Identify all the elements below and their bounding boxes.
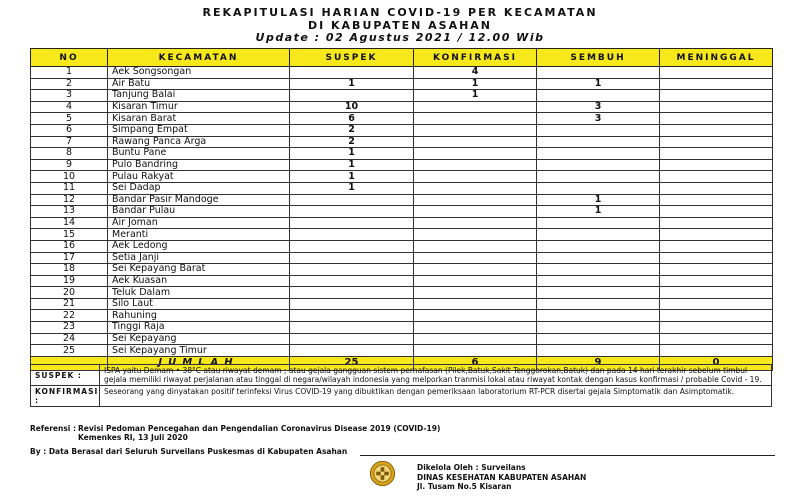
row-number: 13 [31, 206, 108, 218]
reference-line-2: Kemenkes RI, 13 Juli 2020 [78, 433, 188, 442]
dinkes-logo-icon [369, 460, 396, 487]
konfirmasi-value [414, 240, 537, 252]
suspek-value: 6 [290, 113, 414, 125]
covid-recap-table [30, 48, 773, 371]
kecamatan-name: Teluk Dalam [108, 287, 290, 299]
konfirmasi-value [414, 310, 537, 322]
suspek-value: 10 [290, 101, 414, 113]
konfirmasi-value [414, 206, 537, 218]
row-number: 3 [31, 90, 108, 102]
kecamatan-name: Aek Ledong [108, 240, 290, 252]
total-suspek: 25 [290, 356, 414, 370]
footer-divider [360, 455, 775, 456]
sembuh-value [537, 229, 660, 241]
suspek-value [290, 206, 414, 218]
kecamatan-name: Pulau Rakyat [108, 171, 290, 183]
table-row [31, 78, 773, 90]
suspek-label: SUSPEK : [31, 365, 100, 386]
kecamatan-name: Rahuning [108, 310, 290, 322]
row-number: 14 [31, 217, 108, 229]
kecamatan-name: Aek Songsongan [108, 67, 290, 79]
row-number: 15 [31, 229, 108, 241]
table-row [31, 287, 773, 299]
meninggal-value [660, 194, 773, 206]
konfirmasi-value [414, 148, 537, 160]
definition-row [31, 386, 772, 407]
suspek-value [290, 322, 414, 334]
konfirmasi-value [414, 136, 537, 148]
kecamatan-name: Air Joman [108, 217, 290, 229]
sembuh-value [537, 264, 660, 276]
table-row [31, 124, 773, 136]
row-number: 7 [31, 136, 108, 148]
table-row [31, 171, 773, 183]
data-source: By : Data Berasal dari Seluruh Surveilans Puskesmas di Kabupaten Asahan [30, 447, 348, 456]
suspek-value [290, 217, 414, 229]
definition-row [31, 365, 772, 386]
table-row [31, 67, 773, 79]
meninggal-value [660, 298, 773, 310]
kecamatan-name: Sei Kepayang Timur [108, 345, 290, 357]
konfirmasi-definition: Seseorang yang dinyatakan positif terinfeksi Virus COVID-19 yang dibuktikan dengan pemeriksaan laboratorium RT-PCR disertai gejala Simptomatik dan Asimptomatik. [100, 386, 772, 407]
table-row [31, 240, 773, 252]
suspek-value [290, 264, 414, 276]
meninggal-value [660, 229, 773, 241]
suspek-value [290, 90, 414, 102]
suspek-value: 1 [290, 182, 414, 194]
sembuh-value [537, 310, 660, 322]
kecamatan-name: Meranti [108, 229, 290, 241]
konfirmasi-value: 1 [414, 78, 537, 90]
sembuh-value [537, 217, 660, 229]
sembuh-value: 3 [537, 113, 660, 125]
suspek-value [290, 275, 414, 287]
row-number: 5 [31, 113, 108, 125]
sembuh-value [537, 171, 660, 183]
meninggal-value [660, 333, 773, 345]
suspek-value [290, 345, 414, 357]
reference-line-1: Revisi Pedoman Pencegahan dan Pengendalian Coronavirus Disease 2019 (COVID-19) [78, 424, 441, 433]
table-row [31, 113, 773, 125]
meninggal-value [660, 101, 773, 113]
column-header-konfirmasi: KONFIRMASI [414, 49, 537, 67]
suspek-value [290, 287, 414, 299]
meninggal-value [660, 310, 773, 322]
konfirmasi-value [414, 171, 537, 183]
konfirmasi-value [414, 252, 537, 264]
meninggal-value [660, 206, 773, 218]
meninggal-value [660, 240, 773, 252]
sembuh-value [537, 182, 660, 194]
meninggal-value [660, 124, 773, 136]
konfirmasi-value: 1 [414, 90, 537, 102]
suspek-value: 1 [290, 78, 414, 90]
table-row [31, 148, 773, 160]
meninggal-value [660, 171, 773, 183]
suspek-value: 1 [290, 148, 414, 160]
sembuh-value [537, 287, 660, 299]
suspek-value: 1 [290, 171, 414, 183]
table-row [31, 310, 773, 322]
sembuh-value [537, 240, 660, 252]
suspek-value: 2 [290, 136, 414, 148]
definitions-table [30, 364, 772, 407]
meninggal-value [660, 90, 773, 102]
sembuh-value [537, 148, 660, 160]
total-sembuh: 9 [537, 356, 660, 370]
row-number: 11 [31, 182, 108, 194]
meninggal-value [660, 252, 773, 264]
konfirmasi-value: 4 [414, 67, 537, 79]
total-meninggal: 0 [660, 356, 773, 370]
meninggal-value [660, 287, 773, 299]
suspek-value [290, 67, 414, 79]
suspek-value [290, 229, 414, 241]
konfirmasi-value [414, 113, 537, 125]
table-row [31, 333, 773, 345]
row-number: 10 [31, 171, 108, 183]
table-row [31, 345, 773, 357]
sembuh-value [537, 298, 660, 310]
konfirmasi-value [414, 322, 537, 334]
table-row [31, 159, 773, 171]
sembuh-value [537, 275, 660, 287]
meninggal-value [660, 264, 773, 276]
meninggal-value [660, 113, 773, 125]
konfirmasi-label: KONFIRMASI : [31, 386, 100, 407]
sembuh-value [537, 345, 660, 357]
kecamatan-name: Setia Janji [108, 252, 290, 264]
meninggal-value [660, 275, 773, 287]
kecamatan-name: Tanjung Balai [108, 90, 290, 102]
konfirmasi-value [414, 182, 537, 194]
kecamatan-name: Sei Kepayang [108, 333, 290, 345]
kecamatan-name: Buntu Pane [108, 148, 290, 160]
row-number: 1 [31, 67, 108, 79]
sembuh-value [537, 159, 660, 171]
meninggal-value [660, 78, 773, 90]
row-number: 25 [31, 345, 108, 357]
row-number: 12 [31, 194, 108, 206]
meninggal-value [660, 182, 773, 194]
row-number: 20 [31, 287, 108, 299]
kecamatan-name: Tinggi Raja [108, 322, 290, 334]
kecamatan-name: Simpang Empat [108, 124, 290, 136]
footer-address: Jl. Tusam No.5 Kisaran [417, 482, 512, 491]
meninggal-value [660, 345, 773, 357]
konfirmasi-value [414, 124, 537, 136]
konfirmasi-value [414, 264, 537, 276]
konfirmasi-value [414, 275, 537, 287]
total-konfirmasi: 6 [414, 356, 537, 370]
row-number: 8 [31, 148, 108, 160]
footer-signature [417, 463, 586, 492]
table-row [31, 101, 773, 113]
sembuh-value [537, 252, 660, 264]
column-header-no: NO [31, 49, 108, 67]
footer-managed-by: Dikelola Oleh : Surveilans [417, 463, 526, 472]
konfirmasi-value [414, 333, 537, 345]
table-row [31, 217, 773, 229]
konfirmasi-value [414, 101, 537, 113]
kecamatan-name: Aek Kuasan [108, 275, 290, 287]
suspek-value [290, 310, 414, 322]
kecamatan-name: Kisaran Barat [108, 113, 290, 125]
report-title: REKAPITULASI HARIAN COVID-19 PER KECAMATAN [202, 6, 598, 19]
meninggal-value [660, 136, 773, 148]
update-timestamp: Update : 02 Agustus 2021 / 12.00 Wib [255, 31, 545, 44]
table-row [31, 275, 773, 287]
kecamatan-name: Sei Dadap [108, 182, 290, 194]
table-row [31, 264, 773, 276]
sembuh-value [537, 136, 660, 148]
konfirmasi-value [414, 287, 537, 299]
column-header-suspek: SUSPEK [290, 49, 414, 67]
meninggal-value [660, 148, 773, 160]
kecamatan-name: Pulo Bandring [108, 159, 290, 171]
table-row [31, 194, 773, 206]
table-row [31, 229, 773, 241]
row-number: 18 [31, 264, 108, 276]
konfirmasi-value [414, 298, 537, 310]
sembuh-value [537, 67, 660, 79]
row-number: 2 [31, 78, 108, 90]
table-row [31, 136, 773, 148]
suspek-value [290, 333, 414, 345]
kecamatan-name: Rawang Panca Arga [108, 136, 290, 148]
suspek-value: 2 [290, 124, 414, 136]
sembuh-value [537, 333, 660, 345]
kecamatan-name: Sei Kepayang Barat [108, 264, 290, 276]
kecamatan-name: Bandar Pasir Mandoge [108, 194, 290, 206]
row-number: 4 [31, 101, 108, 113]
suspek-value [290, 252, 414, 264]
sembuh-value: 1 [537, 78, 660, 90]
sembuh-value [537, 90, 660, 102]
table-row [31, 298, 773, 310]
sembuh-value [537, 322, 660, 334]
report-subtitle: DI KABUPATEN ASAHAN [307, 19, 493, 32]
sembuh-value: 3 [537, 101, 660, 113]
konfirmasi-value [414, 194, 537, 206]
column-header-kecamatan: KECAMATAN [108, 49, 290, 67]
column-header-meninggal: MENINGGAL [660, 49, 773, 67]
kecamatan-name: Kisaran Timur [108, 101, 290, 113]
suspek-definition: ISPA yaitu Demam • 38°C atau riwayat demam ; atau gejala gangguan sistem pernafasan (Pilek,Batuk,Sakit Tenggorokan,Batuk) dan pada 14 hari terakhir sebelum timbul gejala memiliki riwayat perjalanan atau tinggal di negara/wilayah indonesia yang melporkan tranmisi lokal atau riwayat kontak dengan kasus konfirmasi / probable Covid - 19. [100, 365, 772, 386]
total-label: JUMLAH [108, 356, 290, 370]
table-row [31, 206, 773, 218]
row-number: 24 [31, 333, 108, 345]
kecamatan-name: Air Batu [108, 78, 290, 90]
footer-agency: DINAS KESEHATAN KABUPATEN ASAHAN [417, 472, 587, 482]
table-header-row [31, 49, 773, 67]
row-number: 22 [31, 310, 108, 322]
konfirmasi-value [414, 159, 537, 171]
row-number: 6 [31, 124, 108, 136]
meninggal-value [660, 217, 773, 229]
table-row [31, 322, 773, 334]
sembuh-value: 1 [537, 206, 660, 218]
kecamatan-name: Silo Laut [108, 298, 290, 310]
row-number: 17 [31, 252, 108, 264]
reference-label: Referensi : [30, 424, 76, 433]
row-number: 23 [31, 322, 108, 334]
meninggal-value [660, 159, 773, 171]
row-number: 21 [31, 298, 108, 310]
row-number: 16 [31, 240, 108, 252]
meninggal-value [660, 322, 773, 334]
row-number: 9 [31, 159, 108, 171]
sembuh-value [537, 124, 660, 136]
suspek-value [290, 194, 414, 206]
konfirmasi-value [414, 229, 537, 241]
konfirmasi-value [414, 217, 537, 229]
kecamatan-name: Bandar Pulau [108, 206, 290, 218]
meninggal-value [660, 67, 773, 79]
table-row [31, 182, 773, 194]
column-header-sembuh: SEMBUH [537, 49, 660, 67]
row-number: 19 [31, 275, 108, 287]
sembuh-value: 1 [537, 194, 660, 206]
table-row [31, 252, 773, 264]
konfirmasi-value [414, 345, 537, 357]
table-row [31, 90, 773, 102]
reference [30, 424, 770, 442]
suspek-value: 1 [290, 159, 414, 171]
suspek-value [290, 240, 414, 252]
suspek-value [290, 298, 414, 310]
